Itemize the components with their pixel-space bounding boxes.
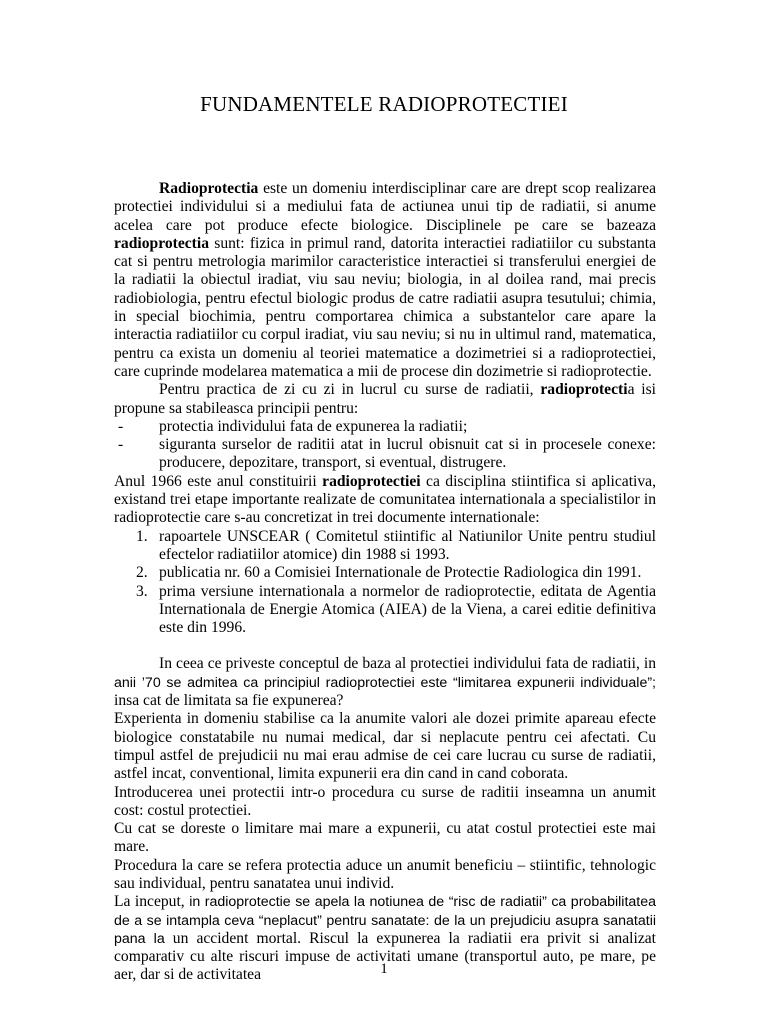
list-item: - siguranta surselor de raditii atat in lucrul obisnuit cat si in procesele conexe: producere, depozitare, transport, si eventual, distrugere. [118, 436, 656, 472]
paragraph-intro: Radioprotectia este un domeniu interdisciplinar care are drept scop realizarea protectiei individului si a mediului fata de actiunea unui tip de radiatii, si anume acelea care pot produce efecte biologice. Disciplinele pe care se bazeaza radioprotectia sunt: fizica in primul rand, datorita interactiei radiatiilor cu substanta cat si pentru metrologia marimilor caracteristice interactiei si transferului energiei de la radiatii la obiectul iradiat, viu sau neviu; biologia, in al doilea rand, mai precis radiobiologia, pentru efectul biologic produs de catre radiatii asupra tesutului; chimia, in special biochimia, pentru comportarea chimica a substantelor care apare la interactia radiatiilor cu corpul iradiat, viu sau neviu; si nu in ultimul rand, matematica, pentru ca exista un domeniu al teoriei matematice a dozimetriei si a radioprotectiei, care cuprinde modelarea matematica a mii de procese din dozimetrie si radioprotectie. [114, 180, 656, 380]
paragraph-concept: In ceea ce priveste conceptul de baza al protectiei individului fata de radiatii, in anii ’70 se admitea ca principiul radioprotectiei este “limitarea expunerii individuale”; insa cat de limitata sa fie expunerea? [114, 655, 656, 710]
paragraph-history: Anul 1966 este anul constituirii radioprotectiei ca disciplina stiintifica si aplicativa, existand trei etape importante realizate de comunitatea internationala a specialistilor in radioprotectie care s-au concretizat in trei documente internationale: [114, 472, 656, 527]
paragraph-benefit: Procedura la care se refera protectia aduce un anumit beneficiu – stiintific, tehnologic sau individual, pentru sanatatea unui individ. [114, 856, 656, 892]
document-body [114, 180, 656, 985]
paragraph-limit: Cu cat se doreste o limitare mai mare a expunerii, cu atat costul protectiei este mai mare. [114, 820, 656, 856]
bold-term: radioprotecti [540, 381, 628, 399]
numbered-list [114, 528, 656, 638]
list-item: 3. prima versiune internationala a normelor de radioprotectie, editata de Agentia Internationala de Energie Atomica (AIEA) de la Viena, a carei editie definitiva este din 1996. [136, 582, 656, 637]
paragraph-experience: Experienta in domeniu stabilise ca la anumite valori ale dozei primite apareau efecte biologice constatabile nu numai medical, dar si neplacute pentru cei afectati. Cu timpul astfel de prejudicii nu mai erau admise de cei care lucrau cu surse de radiatii, astfel incat, conventional, limita expunerii era din cand in cand coborata. [114, 710, 656, 783]
bold-term: Radioprotectia [159, 180, 259, 197]
list-item: - protectia individului fata de expunerea la radiatii; [118, 417, 468, 435]
list-item: 2. publicatia nr. 60 a Comisiei Internationale de Protectie Radiologica din 1991. [136, 564, 642, 582]
paragraph-risk: La inceput, in radioprotectie se apela la notiunea de “risc de radiatii” ca probabilitatea de a se intampla ceva “neplacut” pentru sanatate: de la un prejudiciu asupra sanatatii pana la un accident mortal. Riscul la expunerea la radiatii era privit si analizat comparativ cu alte riscuri impuse de activitati umane (transportul auto, pe mare, pe aer, dar si de activitatea [114, 893, 656, 984]
paragraph-practice: Pentru practica de zi cu zi in lucrul cu surse de radiatii, radioprotectia isi propune sa stabileasca principii pentru: [114, 381, 656, 417]
page-title: FUNDAMENTELE RADIOPROTECTIEI [200, 92, 568, 116]
bold-term: radioprotectiei [322, 472, 421, 490]
bold-term: radioprotectia [114, 234, 209, 252]
page-number: 1 [380, 961, 388, 977]
paragraph-cost: Introducerea unei protectii intr-o procedura cu surse de raditii inseamna un anumit cost: costul protectiei. [114, 783, 656, 819]
dash-list [114, 418, 656, 473]
list-item: 1. rapoartele UNSCEAR ( Comitetul stiintific al Natiunilor Unite pentru studiul efectelor radiatiilor atomice) din 1988 si 1993. [136, 527, 656, 563]
